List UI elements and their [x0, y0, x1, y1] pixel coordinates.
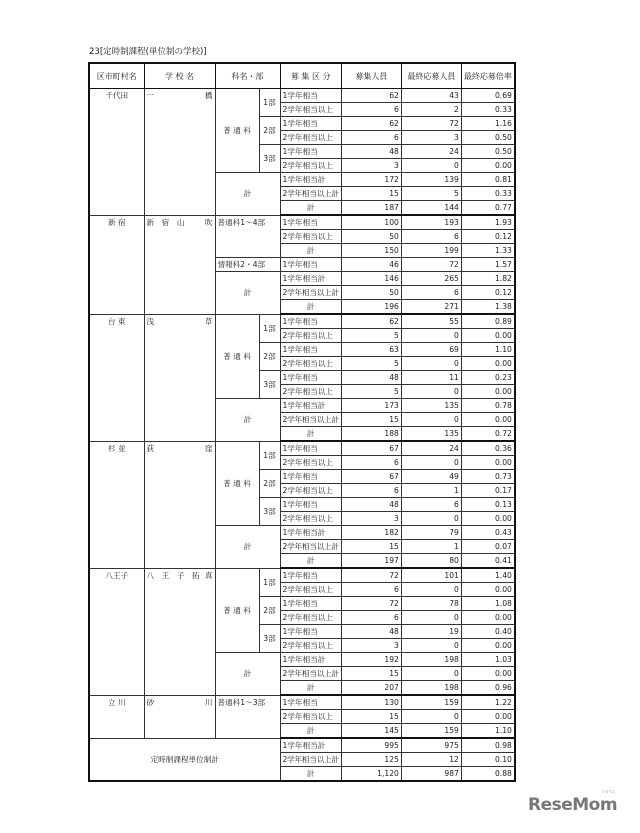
category-cell: 1学年相当計 [280, 738, 341, 753]
ratio-cell: 1.93 [461, 215, 515, 230]
header-row [89, 63, 515, 89]
ratio-cell: 1.38 [461, 300, 515, 315]
capacity-cell: 100 [341, 215, 401, 230]
municipality-cell: 新 宿 [89, 215, 144, 314]
school-name-right: 草 [204, 316, 213, 326]
applicants-cell: 6 [401, 230, 461, 244]
category-cell: 2学年相当以上 [280, 484, 341, 498]
capacity-cell: 3 [341, 159, 401, 173]
category-cell: 計 [280, 724, 341, 739]
applicants-cell: 101 [401, 568, 461, 583]
dept-cell: 3部 [259, 498, 280, 526]
ratio-cell: 0.12 [461, 286, 515, 300]
dept-cell: 3部 [259, 145, 280, 173]
school-cell [144, 314, 215, 441]
applicants-cell: 135 [401, 399, 461, 413]
capacity-cell: 6 [341, 103, 401, 117]
applicants-cell: 0 [401, 583, 461, 597]
applicants-cell: 12 [401, 753, 461, 767]
ratio-cell: 0.88 [461, 767, 515, 782]
capacity-cell: 72 [341, 568, 401, 583]
school-cell [144, 89, 215, 216]
category-cell: 2学年相当以上 [280, 611, 341, 625]
category-cell: 1学年相当 [280, 215, 341, 230]
applicants-cell: 0 [401, 413, 461, 427]
category-cell: 計 [280, 427, 341, 442]
capacity-cell: 15 [341, 710, 401, 724]
ratio-cell: 0.98 [461, 738, 515, 753]
header-course: 科名・部 [215, 63, 280, 89]
ratio-cell: 0.89 [461, 314, 515, 329]
category-cell: 1学年相当 [280, 695, 341, 710]
category-cell: 計 [280, 681, 341, 696]
ratio-cell: 1.57 [461, 258, 515, 272]
ratio-cell: 1.03 [461, 653, 515, 667]
category-cell: 1学年相当 [280, 89, 341, 103]
category-cell: 計 [280, 767, 341, 782]
applicants-cell: 72 [401, 117, 461, 131]
ratio-cell: 0.50 [461, 145, 515, 159]
applicants-cell: 144 [401, 201, 461, 216]
category-cell: 1学年相当 [280, 498, 341, 512]
ratio-cell: 0.07 [461, 540, 515, 554]
category-cell: 1学年相当 [280, 145, 341, 159]
capacity-cell: 62 [341, 314, 401, 329]
capacity-cell: 188 [341, 427, 401, 442]
applicants-cell: 159 [401, 724, 461, 739]
applicants-cell: 975 [401, 738, 461, 753]
course-general-cell: 普通科1～3部 [215, 695, 280, 738]
grand-total-label: 定時制課程単位制計 [89, 738, 280, 781]
category-cell: 2学年相当以上 [280, 230, 341, 244]
table-row [89, 441, 515, 456]
ratio-cell: 0.81 [461, 173, 515, 187]
category-cell: 2学年相当以上 [280, 456, 341, 470]
ratio-cell: 0.12 [461, 230, 515, 244]
category-cell: 2学年相当以上計 [280, 413, 341, 427]
ratio-cell: 0.73 [461, 470, 515, 484]
capacity-cell: 5 [341, 329, 401, 343]
capacity-cell: 3 [341, 512, 401, 526]
header-ratio: 最終応募倍率 [461, 63, 515, 89]
dept-cell: 1部 [259, 89, 280, 117]
applicants-cell: 193 [401, 215, 461, 230]
category-cell: 計 [280, 554, 341, 569]
ratio-cell: 0.00 [461, 512, 515, 526]
applicants-cell: 80 [401, 554, 461, 569]
school-name-right: 窪 [204, 443, 213, 453]
category-cell: 2学年相当以上 [280, 385, 341, 399]
municipality-cell: 千代田 [89, 89, 144, 216]
category-cell: 2学年相当以上計 [280, 753, 341, 767]
municipality-cell: 杉 並 [89, 441, 144, 568]
category-cell: 1学年相当 [280, 597, 341, 611]
table-caption: 23[定時制課程(単位制の学校)] [89, 47, 207, 57]
municipality-cell: 八王子 [89, 568, 144, 695]
category-cell: 2学年相当以上計 [280, 187, 341, 201]
school-name-left: 八 王 子 拓 [146, 570, 200, 580]
ratio-cell: 1.10 [461, 724, 515, 739]
category-cell: 2学年相当以上計 [280, 286, 341, 300]
category-cell: 2学年相当以上 [280, 131, 341, 145]
school-name-left: 砂 [146, 697, 155, 707]
category-cell: 1学年相当 [280, 441, 341, 456]
header-municipality: 区市町村名 [89, 63, 144, 89]
applicants-cell: 198 [401, 653, 461, 667]
ratio-cell: 0.33 [461, 103, 515, 117]
capacity-cell: 15 [341, 187, 401, 201]
applicants-cell: 0 [401, 667, 461, 681]
table-row [89, 568, 515, 583]
course-general-cell: 普 通 科 [215, 89, 259, 173]
course-total-cell: 計 [215, 526, 280, 569]
school-name-right: 真 [204, 570, 213, 580]
dept-cell: 2部 [259, 597, 280, 625]
ratio-cell: 0.33 [461, 187, 515, 201]
capacity-cell: 62 [341, 89, 401, 103]
category-cell: 2学年相当以上 [280, 512, 341, 526]
applicants-cell: 0 [401, 357, 461, 371]
ratio-cell: 1.16 [461, 117, 515, 131]
capacity-cell: 72 [341, 597, 401, 611]
category-cell: 2学年相当以上 [280, 329, 341, 343]
category-cell: 1学年相当 [280, 314, 341, 329]
ratio-cell: 0.00 [461, 329, 515, 343]
applicants-cell: 0 [401, 512, 461, 526]
applicants-cell: 1 [401, 484, 461, 498]
capacity-cell: 48 [341, 625, 401, 639]
applicants-cell: 49 [401, 470, 461, 484]
applicants-cell: 0 [401, 710, 461, 724]
ratio-cell: 0.00 [461, 357, 515, 371]
category-cell: 2学年相当以上計 [280, 540, 341, 554]
applicants-cell: 19 [401, 625, 461, 639]
ratio-cell: 0.43 [461, 526, 515, 540]
ratio-cell: 0.77 [461, 201, 515, 216]
category-cell: 1学年相当計 [280, 653, 341, 667]
applicants-cell: 0 [401, 159, 461, 173]
category-cell: 1学年相当 [280, 371, 341, 385]
logo-kana: リセマム [601, 789, 616, 794]
capacity-cell: 130 [341, 695, 401, 710]
applicants-cell: 2 [401, 103, 461, 117]
applicants-cell: 55 [401, 314, 461, 329]
capacity-cell: 67 [341, 470, 401, 484]
school-name-right: 吹 [204, 217, 213, 227]
capacity-cell: 67 [341, 441, 401, 456]
category-cell: 計 [280, 201, 341, 216]
dept-cell: 2部 [259, 343, 280, 371]
ratio-cell: 0.00 [461, 456, 515, 470]
capacity-cell: 187 [341, 201, 401, 216]
capacity-cell: 6 [341, 484, 401, 498]
category-cell: 2学年相当以上 [280, 159, 341, 173]
capacity-cell: 48 [341, 145, 401, 159]
school-name-right: 橋 [204, 91, 213, 100]
category-cell: 2学年相当以上 [280, 639, 341, 653]
table-row [89, 215, 515, 230]
capacity-cell: 1,120 [341, 767, 401, 782]
table-row [89, 695, 515, 710]
capacity-cell: 995 [341, 738, 401, 753]
school-name-left: 一 [146, 91, 155, 100]
course-general-cell: 普 通 科 [215, 568, 259, 653]
applicants-cell: 135 [401, 427, 461, 442]
category-cell: 2学年相当以上計 [280, 667, 341, 681]
capacity-cell: 145 [341, 724, 401, 739]
ratio-cell: 0.00 [461, 667, 515, 681]
capacity-cell: 172 [341, 173, 401, 187]
header-school: 学 校 名 [144, 63, 215, 89]
dept-cell: 2部 [259, 117, 280, 145]
applicants-cell: 199 [401, 244, 461, 258]
ratio-cell: 0.00 [461, 583, 515, 597]
applicants-cell: 0 [401, 456, 461, 470]
capacity-cell: 15 [341, 667, 401, 681]
capacity-cell: 196 [341, 300, 401, 315]
capacity-cell: 46 [341, 258, 401, 272]
capacity-cell: 48 [341, 371, 401, 385]
capacity-cell: 62 [341, 117, 401, 131]
capacity-cell: 6 [341, 611, 401, 625]
course-total-cell: 計 [215, 272, 280, 315]
capacity-cell: 5 [341, 357, 401, 371]
dept-cell: 1部 [259, 314, 280, 343]
ratio-cell: 0.00 [461, 639, 515, 653]
capacity-cell: 50 [341, 230, 401, 244]
capacity-cell: 5 [341, 385, 401, 399]
capacity-cell: 6 [341, 583, 401, 597]
capacity-cell: 125 [341, 753, 401, 767]
course-info-cell: 情報科2・4部 [215, 258, 280, 272]
applicants-cell: 24 [401, 441, 461, 456]
school-cell [144, 695, 215, 738]
ratio-cell: 0.40 [461, 625, 515, 639]
applicants-cell: 69 [401, 343, 461, 357]
applicants-cell: 987 [401, 767, 461, 782]
applicants-cell: 6 [401, 286, 461, 300]
course-general-cell: 普 通 科 [215, 441, 259, 526]
applicants-cell: 159 [401, 695, 461, 710]
ratio-cell: 0.10 [461, 753, 515, 767]
resemom-logo [528, 789, 618, 815]
category-cell: 1学年相当計 [280, 399, 341, 413]
ratio-cell: 1.22 [461, 695, 515, 710]
category-cell: 1学年相当計 [280, 526, 341, 540]
category-cell: 計 [280, 300, 341, 315]
capacity-cell: 3 [341, 639, 401, 653]
ratio-cell: 0.00 [461, 710, 515, 724]
applicants-cell: 11 [401, 371, 461, 385]
school-cell [144, 441, 215, 568]
school-name-left: 浅 [146, 316, 155, 326]
applicants-cell: 43 [401, 89, 461, 103]
applicants-cell: 0 [401, 385, 461, 399]
applicants-cell: 139 [401, 173, 461, 187]
dept-cell: 1部 [259, 441, 280, 470]
municipality-cell: 台 東 [89, 314, 144, 441]
capacity-cell: 15 [341, 540, 401, 554]
school-name-left: 新 宿 山 [146, 217, 185, 227]
ratio-cell: 1.40 [461, 568, 515, 583]
header-category: 募 集 区 分 [280, 63, 341, 89]
category-cell: 1学年相当計 [280, 173, 341, 187]
category-cell: 2学年相当以上 [280, 710, 341, 724]
course-general-cell: 普通科1～4部 [215, 215, 280, 258]
ratio-cell: 0.23 [461, 371, 515, 385]
logo-text: ReseMom [528, 795, 618, 815]
school-cell [144, 215, 215, 314]
ratio-cell: 0.00 [461, 385, 515, 399]
ratio-cell: 0.96 [461, 681, 515, 696]
category-cell: 1学年相当計 [280, 272, 341, 286]
capacity-cell: 50 [341, 286, 401, 300]
ratio-cell: 0.13 [461, 498, 515, 512]
applicants-cell: 265 [401, 272, 461, 286]
ratio-cell: 0.00 [461, 413, 515, 427]
capacity-cell: 6 [341, 456, 401, 470]
capacity-cell: 146 [341, 272, 401, 286]
dept-cell: 1部 [259, 568, 280, 597]
applicants-cell: 72 [401, 258, 461, 272]
category-cell: 1学年相当 [280, 258, 341, 272]
table-row [89, 314, 515, 329]
grand-total-row [89, 738, 515, 753]
course-general-cell: 普 通 科 [215, 314, 259, 399]
applicants-cell: 79 [401, 526, 461, 540]
applicants-cell: 0 [401, 639, 461, 653]
capacity-cell: 150 [341, 244, 401, 258]
capacity-cell: 6 [341, 131, 401, 145]
municipality-cell: 立 川 [89, 695, 144, 738]
applicants-cell: 24 [401, 145, 461, 159]
ratio-cell: 0.36 [461, 441, 515, 456]
enrollment-table [88, 62, 516, 782]
capacity-cell: 15 [341, 413, 401, 427]
applicants-cell: 0 [401, 611, 461, 625]
category-cell: 計 [280, 244, 341, 258]
course-total-cell: 計 [215, 173, 280, 216]
capacity-cell: 192 [341, 653, 401, 667]
category-cell: 2学年相当以上 [280, 357, 341, 371]
ratio-cell: 1.33 [461, 244, 515, 258]
applicants-cell: 78 [401, 597, 461, 611]
capacity-cell: 197 [341, 554, 401, 569]
applicants-cell: 0 [401, 329, 461, 343]
ratio-cell: 0.41 [461, 554, 515, 569]
category-cell: 1学年相当 [280, 470, 341, 484]
applicants-cell: 271 [401, 300, 461, 315]
ratio-cell: 0.69 [461, 89, 515, 103]
ratio-cell: 0.72 [461, 427, 515, 442]
course-total-cell: 計 [215, 399, 280, 442]
applicants-cell: 198 [401, 681, 461, 696]
school-cell [144, 568, 215, 695]
ratio-cell: 1.10 [461, 343, 515, 357]
capacity-cell: 63 [341, 343, 401, 357]
ratio-cell: 0.78 [461, 399, 515, 413]
capacity-cell: 48 [341, 498, 401, 512]
capacity-cell: 173 [341, 399, 401, 413]
category-cell: 1学年相当 [280, 625, 341, 639]
ratio-cell: 0.00 [461, 159, 515, 173]
school-name-right: 川 [204, 697, 213, 707]
applicants-cell: 6 [401, 498, 461, 512]
dept-cell: 2部 [259, 470, 280, 498]
category-cell: 2学年相当以上 [280, 583, 341, 597]
table-row [89, 89, 515, 103]
school-name-left: 荻 [146, 443, 155, 453]
category-cell: 1学年相当 [280, 343, 341, 357]
ratio-cell: 0.00 [461, 611, 515, 625]
header-applicants: 最終応募人員 [401, 63, 461, 89]
ratio-cell: 1.82 [461, 272, 515, 286]
category-cell: 1学年相当 [280, 117, 341, 131]
capacity-cell: 207 [341, 681, 401, 696]
ratio-cell: 0.17 [461, 484, 515, 498]
category-cell: 1学年相当 [280, 568, 341, 583]
dept-cell: 3部 [259, 625, 280, 653]
ratio-cell: 0.50 [461, 131, 515, 145]
applicants-cell: 3 [401, 131, 461, 145]
applicants-cell: 1 [401, 540, 461, 554]
category-cell: 2学年相当以上 [280, 103, 341, 117]
course-total-cell: 計 [215, 653, 280, 696]
capacity-cell: 182 [341, 526, 401, 540]
dept-cell: 3部 [259, 371, 280, 399]
applicants-cell: 5 [401, 187, 461, 201]
ratio-cell: 1.08 [461, 597, 515, 611]
header-capacity: 募集人員 [341, 63, 401, 89]
